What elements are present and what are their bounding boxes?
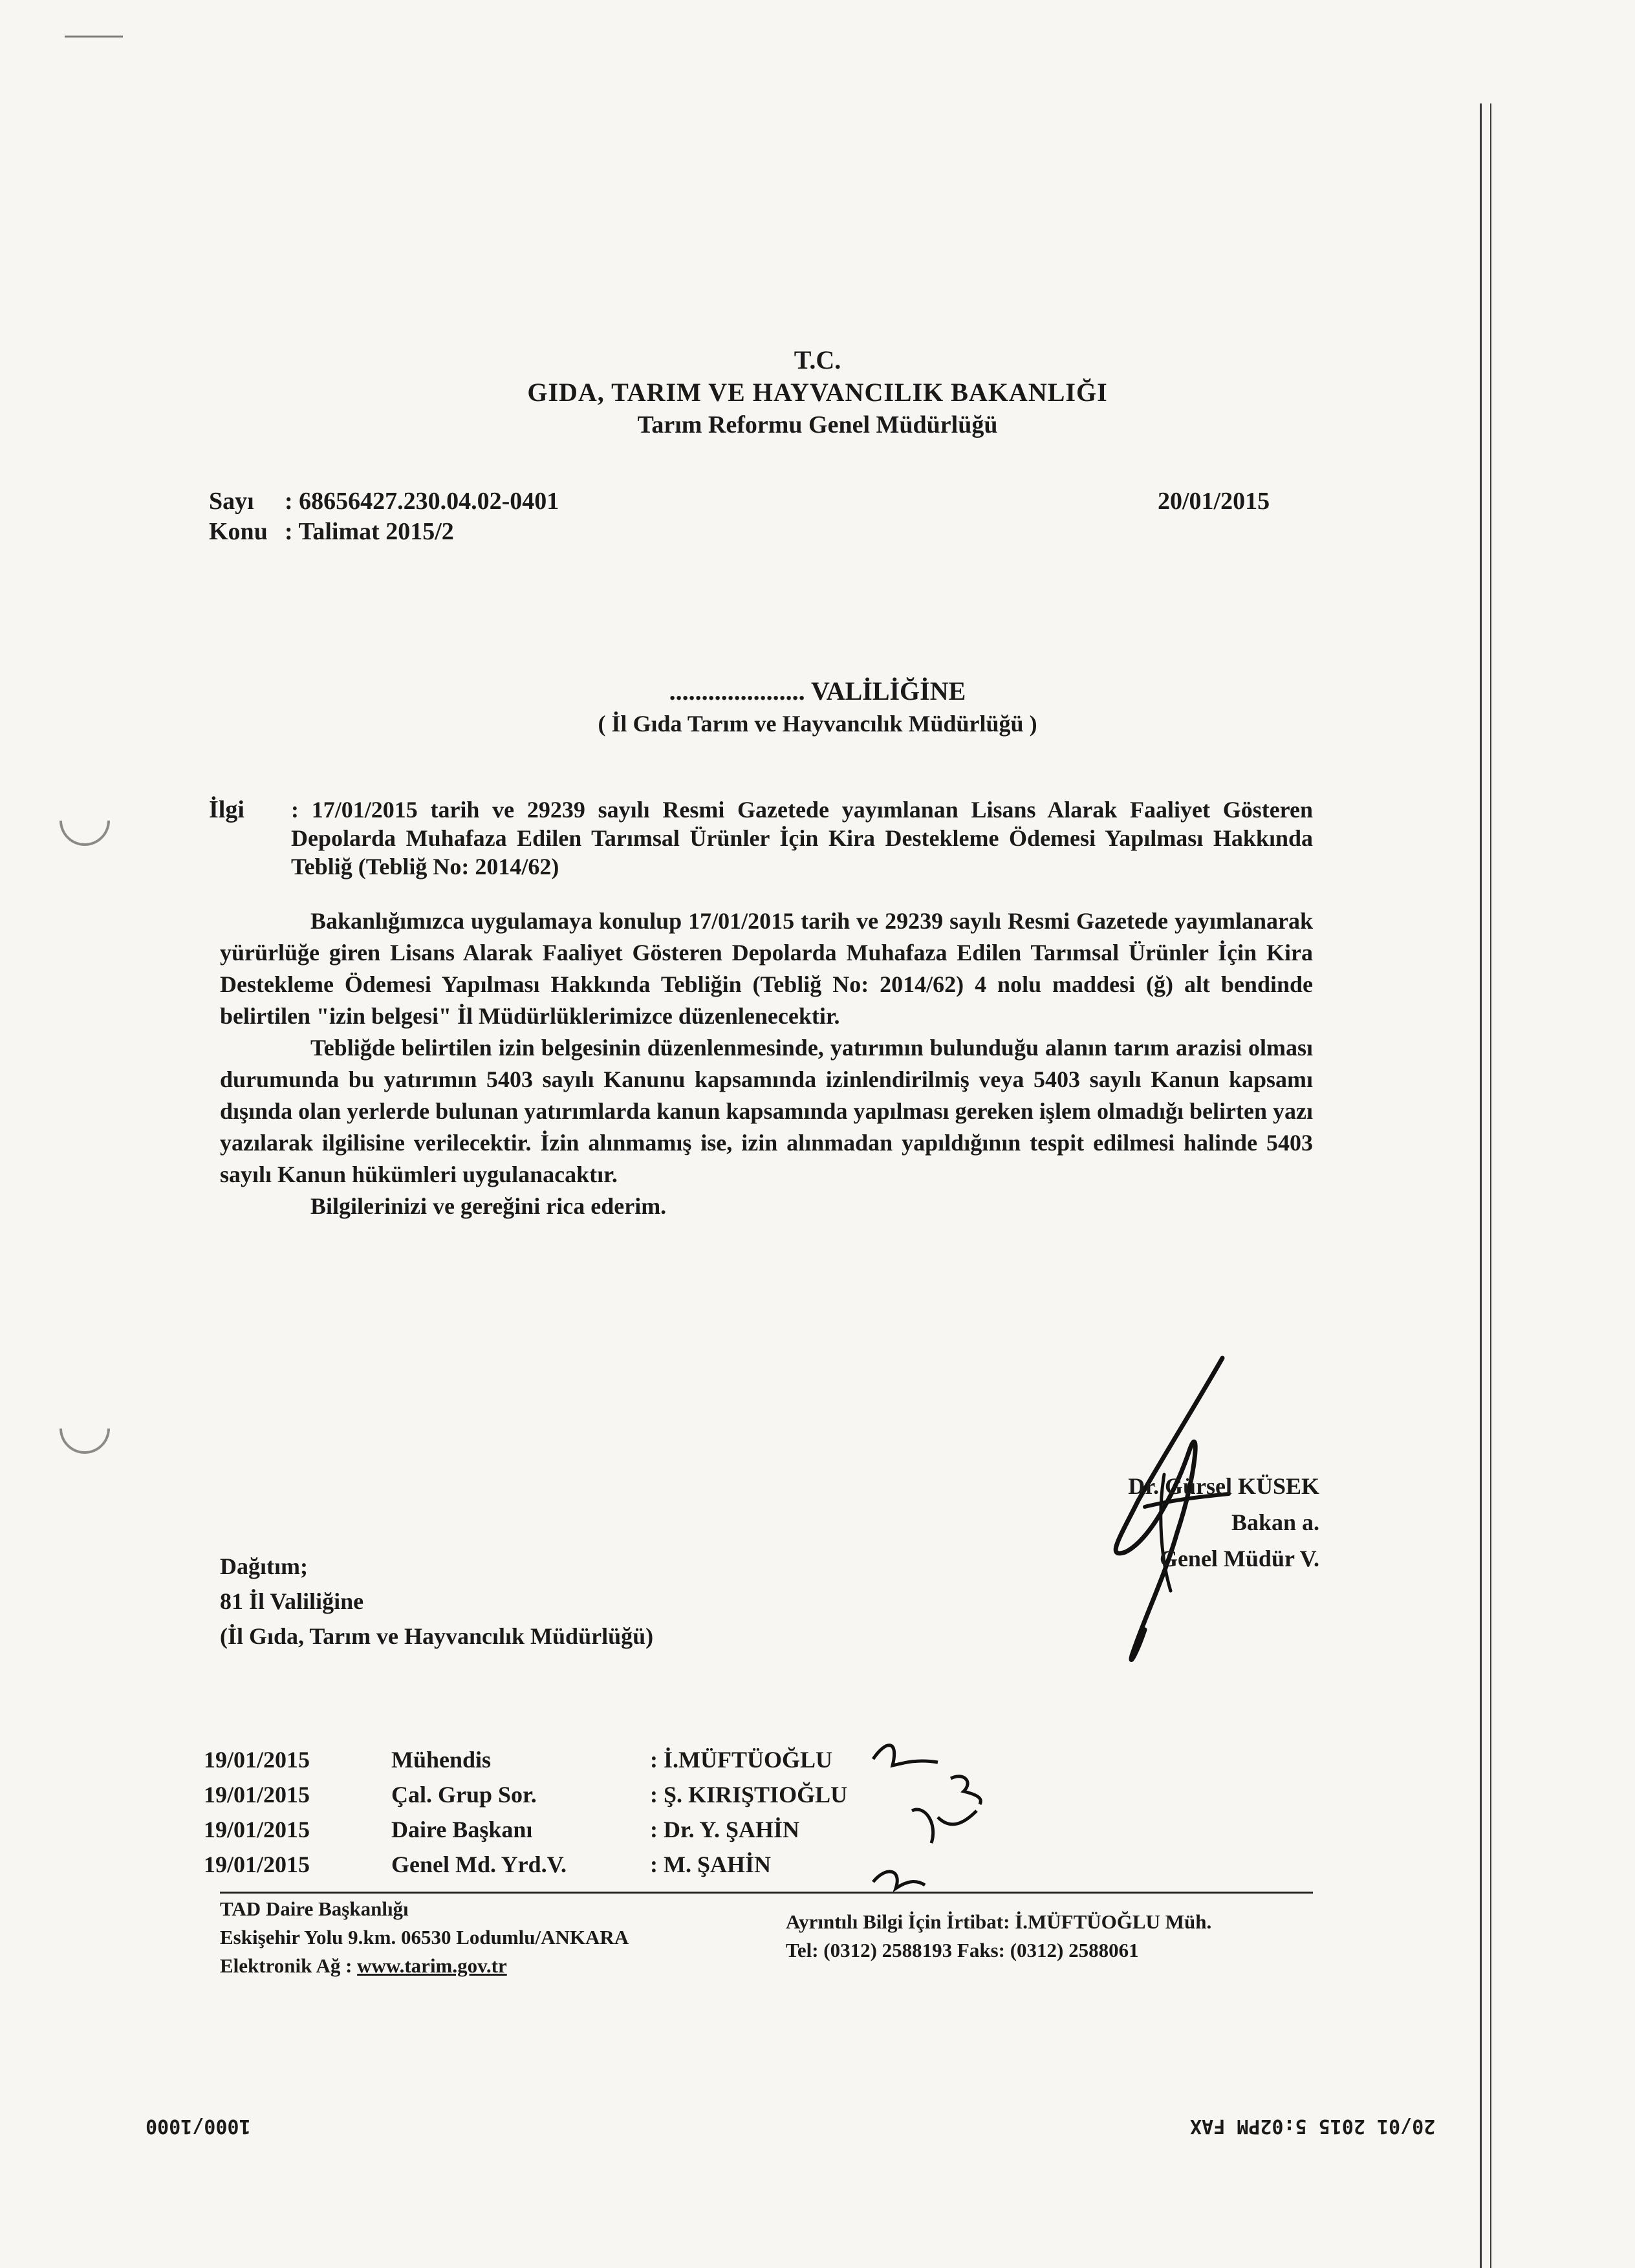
header-ministry: GIDA, TARIM VE HAYVANCILIK BAKANLIĞI xyxy=(527,378,1108,407)
fax-timestamp: 20/01 2015 5:02PM FAX xyxy=(1190,2115,1436,2137)
approval-name: : M. ŞAHİN xyxy=(650,1852,771,1877)
document-date: 20/01/2015 xyxy=(1158,488,1270,515)
distribution-label: Dağıtım; xyxy=(220,1553,308,1579)
approval-role: Mühendis xyxy=(391,1747,492,1773)
footer-contact-person: Ayrıntılı Bilgi İçin İrtibat: İ.MÜFTÜOĞLU Müh. xyxy=(786,1910,1212,1933)
konu-value: : Talimat 2015/2 xyxy=(285,518,454,545)
approval-role: Genel Md. Yrd.V. xyxy=(391,1852,567,1877)
addressee-line: ..................... VALİLİĞİNE xyxy=(669,676,966,706)
approval-date: 19/01/2015 xyxy=(204,1782,310,1808)
sayi-value: : 68656427.230.04.02-0401 xyxy=(285,488,559,515)
signatory-title-2: Genel Müdür V. xyxy=(1159,1546,1319,1571)
approval-date: 19/01/2015 xyxy=(204,1747,310,1773)
footer-phone: Tel: (0312) 2588193 Faks: (0312) 2588061 xyxy=(786,1939,1139,1961)
fax-page-counter: 1000/1000 xyxy=(146,2115,251,2137)
body-paragraph-1: Bakanlığımızca uygulamaya konulup 17/01/2015 tarih ve 29239 sayılı Resmi Gazetede yayımlanarak yürürlüğe giren Lisans Alarak Faaliyet Gösteren Depolarda Muhafaza Edilen Tarımsal Ürünler İçin Kira Destekleme Ödemesi Yapılması Hakkında Tebliğin (Tebliğ No: 2014/62) 4 nolu maddesi (ğ) alt bendinde belirtilen "izin belgesi" İl Müdürlüklerimizce düzenlenecektir. xyxy=(220,908,1313,1029)
footer-web-line xyxy=(220,1952,629,1980)
approval-name: : Dr. Y. ŞAHİN xyxy=(650,1817,800,1842)
punch-hole xyxy=(49,1393,120,1464)
distribution-line-1: 81 İl Valiliğine xyxy=(220,1588,364,1614)
footer-contact xyxy=(786,1908,1211,1965)
signatory-name: Dr. Gürsel KÜSEK xyxy=(1128,1473,1319,1499)
body-paragraph-2: Tebliğde belirtilen izin belgesinin düzenlenmesinde, yatırımın bulunduğu alanın tarım arazisi olması durumunda bu yatırımın 5403 sayılı Kanunu kapsamında izinlendirilmiş veya 5403 sayılı Kanun kapsamı dışında olan yerlerde bulunan yatırımlarda kanun kapsamında yapılması gereken işlem olmadığı belirten yazı yazılarak ilgilisine verilecektir. İzin alınmamış ise, izin alınmadan yapıldığının tespit edilmesi halinde 5403 sayılı Kanun hükümleri uygulanacaktır. xyxy=(220,1035,1313,1187)
approval-date: 19/01/2015 xyxy=(204,1817,310,1842)
approval-name: : İ.MÜFTÜOĞLU xyxy=(650,1747,832,1773)
addressee-sub: ( İl Gıda Tarım ve Hayvancılık Müdürlüğü ) xyxy=(598,711,1037,737)
signatory-block xyxy=(1074,1468,1319,1577)
header-directorate: Tarım Reformu Genel Müdürlüğü xyxy=(637,411,998,438)
header-tc: T.C. xyxy=(794,345,841,374)
footer-address xyxy=(220,1895,629,1980)
footer-street: Eskişehir Yolu 9.km. 06530 Lodumlu/ANKARA xyxy=(220,1926,629,1949)
footer-web-label: Elektronik Ağ : xyxy=(220,1954,352,1977)
ilgi-label: İlgi xyxy=(209,796,244,823)
approval-date: 19/01/2015 xyxy=(204,1852,310,1877)
ilgi-text: : 17/01/2015 tarih ve 29239 sayılı Resmi Gazetede yayımlanan Lisans Alarak Faaliyet Gösteren Depolarda Muhafaza Edilen Tarımsal Ürünler İçin Kira Destekleme Ödemesi Yapılması Hakkında Tebliğ (Tebliğ No: 2014/62) xyxy=(291,797,1313,880)
approval-role: Daire Başkanı xyxy=(391,1817,533,1842)
footer-web-link[interactable]: www.tarim.gov.tr xyxy=(357,1954,507,1977)
distribution-block xyxy=(220,1549,653,1654)
footer-dept: TAD Daire Başkanlığı xyxy=(220,1897,409,1920)
scan-mark xyxy=(65,36,123,38)
body-paragraph-3: Bilgilerinizi ve gereğini rica ederim. xyxy=(310,1193,667,1219)
signatory-title-1: Bakan a. xyxy=(1231,1509,1319,1535)
distribution-line-2: (İl Gıda, Tarım ve Hayvancılık Müdürlüğü) xyxy=(220,1623,654,1649)
approval-name: : Ş. KIRIŞTIOĞLU xyxy=(650,1782,848,1808)
sayi-label: Sayı xyxy=(209,488,254,515)
konu-label: Konu xyxy=(209,518,268,545)
punch-hole xyxy=(49,785,120,856)
footer-divider xyxy=(220,1892,1313,1894)
letter-body xyxy=(220,905,1313,1222)
approval-role: Çal. Grup Sor. xyxy=(391,1782,537,1808)
initials-signatures xyxy=(867,1733,996,1901)
